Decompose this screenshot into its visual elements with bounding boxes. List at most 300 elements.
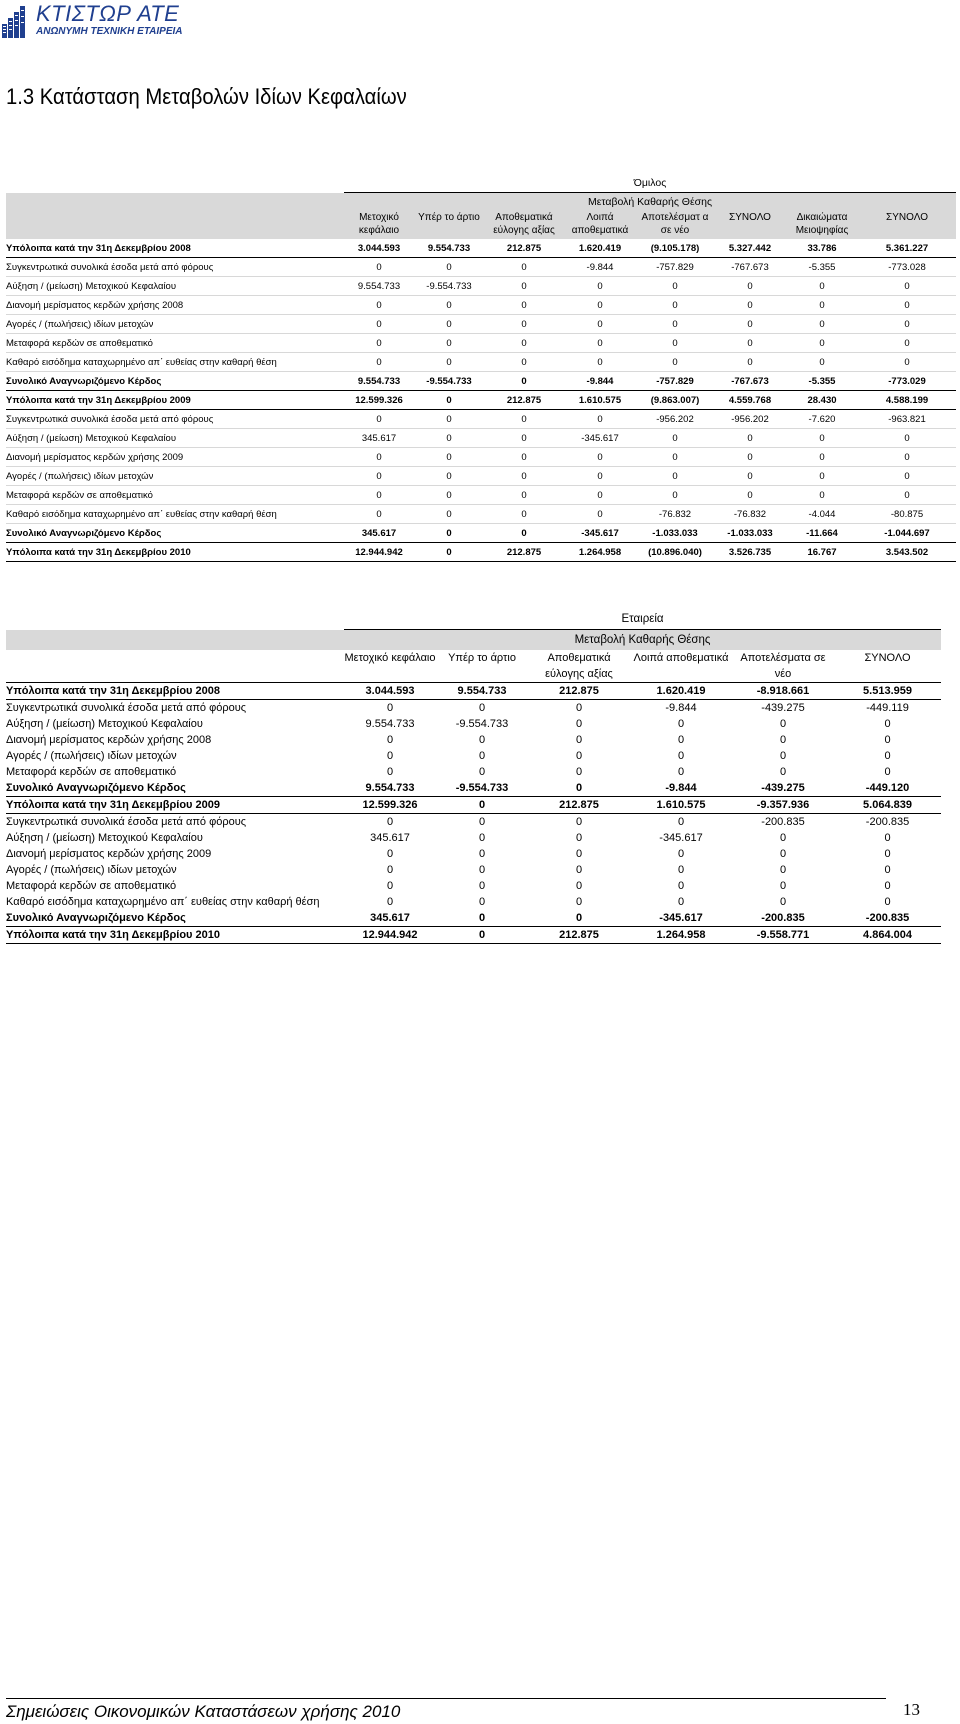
cell-value: 0 (779, 896, 787, 908)
cell-value: 9.554.733 (365, 718, 415, 730)
cell-value: 0 (414, 448, 484, 467)
company-name: ΚΤΙΣΤΩΡ ΑΤΕ (36, 1, 180, 26)
cell-value: 0 (636, 448, 714, 467)
cell-value: 0 (779, 718, 787, 730)
cell-value: 0 (386, 816, 394, 828)
cell-value: 0 (344, 258, 414, 277)
table-row (6, 372, 956, 391)
row-label: Συνολικό Αναγνωριζόμενο Κέρδος (6, 780, 344, 797)
row-label: Διανομή μερίσματος κερδών χρήσης 2008 (6, 734, 212, 746)
cell-value: 0 (484, 467, 564, 486)
company-column-header: Αποθεματικά εύλογης αξίας (528, 650, 630, 683)
cell-value: 9.554.733 (344, 372, 414, 391)
cell-value: 0 (575, 896, 583, 908)
cell-value: 0 (786, 315, 858, 334)
table-row (6, 748, 941, 764)
cell-value: 0 (786, 353, 858, 372)
table-row (6, 846, 941, 862)
cell-value: 0 (714, 467, 786, 486)
cell-value: 0 (564, 315, 636, 334)
cell-value: 0 (786, 486, 858, 505)
group-column-header: Αποτελέσματ α σε νέο (636, 211, 714, 239)
cell-value: 0 (484, 486, 564, 505)
group-subsection-title: Μεταβολή Καθαρής Θέσης (344, 193, 956, 212)
table-row (6, 505, 956, 524)
cell-value: -4.044 (786, 505, 858, 524)
cell-value: 0 (714, 296, 786, 315)
cell-value: 0 (636, 486, 714, 505)
cell-value: -5.355 (786, 258, 858, 277)
cell-value: 0 (636, 467, 714, 486)
cell-value: -1.033.033 (714, 524, 786, 543)
row-label: Συγκεντρωτικά συνολικά έσοδα μετά από φόρους (6, 410, 344, 429)
cell-value: 0 (564, 467, 636, 486)
group-column-header: Λοιπά αποθεματικά (564, 211, 636, 239)
company-column-header: Υπέρ το άρτιο (436, 650, 528, 683)
cell-value: 0 (779, 848, 787, 860)
cell-value: 9.554.733 (344, 780, 436, 797)
cell-value: 345.617 (344, 524, 414, 543)
cell-value: 0 (884, 832, 891, 844)
table-row (6, 277, 956, 296)
cell-value: 0 (478, 734, 486, 746)
cell-value: -449.120 (834, 780, 941, 797)
cell-value: -9.844 (564, 258, 636, 277)
cell-value: -9.554.733 (436, 780, 528, 797)
cell-value: 0 (386, 848, 394, 860)
cell-value: 0 (386, 864, 394, 876)
cell-value: 0 (564, 277, 636, 296)
cell-value: 0 (484, 429, 564, 448)
cell-value: -767.673 (714, 258, 786, 277)
cell-value: 0 (575, 766, 583, 778)
row-label: Μεταφορά κερδών σε αποθεματικό (6, 880, 177, 892)
cell-value: -773.028 (858, 258, 956, 277)
cell-value: 0 (575, 750, 583, 762)
cell-value: 0 (484, 410, 564, 429)
table-row (6, 239, 956, 258)
row-label: Καθαρό εισόδημα καταχωρημένο απ΄ ευθείας στην καθαρή θέση (6, 896, 320, 908)
cell-value: 0 (344, 467, 414, 486)
cell-value: -773.029 (858, 372, 956, 391)
cell-value: 0 (884, 718, 891, 730)
row-label: Συνολικό Αναγνωριζόμενο Κέρδος (6, 524, 344, 543)
cell-value: 0 (786, 429, 858, 448)
cell-value: 0 (478, 880, 486, 892)
cell-value: 0 (436, 797, 528, 814)
row-label: Μεταφορά κερδών σε αποθεματικό (6, 334, 344, 353)
group-column-header: Δικαιώματα Μειοψηφίας (786, 211, 858, 239)
cell-value: 0 (636, 277, 714, 296)
cell-value: 0 (484, 448, 564, 467)
cell-value: 0 (714, 277, 786, 296)
footer-text: Σημειώσεις Οικονομικών Καταστάσεων χρήσης 2010 (6, 1702, 401, 1721)
cell-value: 0 (528, 780, 630, 797)
table-row (6, 797, 941, 814)
table-row (6, 927, 941, 944)
cell-value: 0 (714, 429, 786, 448)
cell-value: 0 (414, 258, 484, 277)
cell-value: 0 (636, 353, 714, 372)
cell-value: 5.327.442 (714, 239, 786, 258)
cell-value: 212.875 (484, 239, 564, 258)
row-label: Αύξηση / (μείωση) Μετοχικού Κεφαλαίου (6, 277, 344, 296)
cell-value: 0 (677, 896, 685, 908)
cell-value: 0 (884, 880, 891, 892)
cell-value: 0 (344, 486, 414, 505)
group-column-header: ΣΥΝΟΛΟ (714, 211, 786, 239)
cell-value: 0 (414, 543, 484, 562)
cell-value: 0 (414, 524, 484, 543)
table-row (6, 315, 956, 334)
cell-value: -757.829 (636, 258, 714, 277)
cell-value: 0 (478, 766, 486, 778)
row-label: Αγορές / (πωλήσεις) ιδίων μετοχών (6, 750, 177, 762)
cell-value: 0 (386, 766, 394, 778)
footer-divider (6, 1698, 886, 1699)
cell-value: 0 (386, 880, 394, 892)
cell-value: 0 (575, 702, 583, 714)
cell-value: 0 (779, 750, 787, 762)
table-row (6, 486, 956, 505)
cell-value: -345.617 (630, 910, 732, 927)
cell-value: -449.119 (866, 702, 909, 714)
cell-value: 0 (677, 766, 685, 778)
cell-value: 0 (779, 734, 787, 746)
cell-value: 3.526.735 (714, 543, 786, 562)
cell-value: 345.617 (344, 910, 436, 927)
table-row (6, 814, 941, 831)
cell-value: 0 (484, 353, 564, 372)
cell-value: 0 (484, 372, 564, 391)
cell-value: 0 (858, 467, 956, 486)
cell-value: 1.264.958 (630, 927, 732, 944)
cell-value: 0 (478, 896, 486, 908)
cell-value: 12.599.326 (344, 391, 414, 410)
cell-value: 0 (714, 353, 786, 372)
company-column-header: Λοιπά αποθεματικά (630, 650, 732, 683)
table-row (6, 334, 956, 353)
cell-value: 1.610.575 (564, 391, 636, 410)
cell-value: 0 (884, 750, 891, 762)
row-label: Μεταφορά κερδών σε αποθεματικό (6, 486, 344, 505)
cell-value: 0 (386, 702, 394, 714)
row-label: Μεταφορά κερδών σε αποθεματικό (6, 766, 177, 778)
group-section-title: Όμιλος (344, 174, 956, 193)
cell-value: -956.202 (636, 410, 714, 429)
row-label: Καθαρό εισόδημα καταχωρημένο απ΄ ευθείας στην καθαρή θέση (6, 353, 344, 372)
cell-value: 0 (786, 296, 858, 315)
cell-value: 0 (858, 315, 956, 334)
cell-value: 0 (414, 486, 484, 505)
cell-value: 1.264.958 (564, 543, 636, 562)
cell-value: 0 (858, 429, 956, 448)
cell-value: 0 (478, 848, 486, 860)
cell-value: 0 (564, 448, 636, 467)
cell-value: 33.786 (786, 239, 858, 258)
row-label: Υπόλοιπα κατά την 31η Δεκεμβρίου 2009 (6, 391, 344, 410)
cell-value: -80.875 (858, 505, 956, 524)
cell-value: 16.767 (786, 543, 858, 562)
cell-value: 0 (786, 277, 858, 296)
cell-value: 5.361.227 (858, 239, 956, 258)
cell-value: 0 (414, 505, 484, 524)
cell-value: 0 (884, 864, 891, 876)
cell-value: 3.543.502 (858, 543, 956, 562)
cell-value: 0 (636, 429, 714, 448)
cell-value: -200.835 (761, 816, 805, 828)
row-label: Συνολικό Αναγνωριζόμενο Κέρδος (6, 910, 344, 927)
table-row (6, 448, 956, 467)
table-row (6, 429, 956, 448)
row-label: Αγορές / (πωλήσεις) ιδίων μετοχών (6, 315, 344, 334)
cell-value: 0 (858, 334, 956, 353)
cell-value: 0 (436, 927, 528, 944)
cell-value: 0 (344, 448, 414, 467)
cell-value: 0 (858, 353, 956, 372)
table-row (6, 780, 941, 797)
cell-value: 0 (414, 315, 484, 334)
cell-value: 0 (714, 448, 786, 467)
row-label: Αύξηση / (μείωση) Μετοχικού Κεφαλαίου (6, 718, 203, 730)
cell-value: -200.835 (732, 910, 834, 927)
row-label: Συγκεντρωτικά συνολικά έσοδα μετά από φόρους (6, 702, 247, 714)
company-section-title: Εταιρεία (344, 609, 941, 630)
cell-value: -345.617 (564, 429, 636, 448)
cell-value: 0 (779, 766, 787, 778)
cell-value: 0 (344, 334, 414, 353)
table-row (6, 700, 941, 717)
cell-value: 9.554.733 (344, 277, 414, 296)
table-row (6, 894, 941, 910)
cell-value: -757.829 (636, 372, 714, 391)
cell-value: 0 (386, 896, 394, 908)
cell-value: -439.275 (732, 780, 834, 797)
cell-value: 9.554.733 (436, 683, 528, 700)
table-row (6, 716, 941, 732)
cell-value: 0 (575, 734, 583, 746)
table-row (6, 543, 956, 562)
cell-value: 0 (786, 467, 858, 486)
cell-value: 345.617 (344, 429, 414, 448)
cell-value: -200.835 (834, 910, 941, 927)
table-row (6, 764, 941, 780)
cell-value: 0 (564, 353, 636, 372)
cell-value: -767.673 (714, 372, 786, 391)
row-label: Καθαρό εισόδημα καταχωρημένο απ΄ ευθείας στην καθαρή θέση (6, 505, 344, 524)
table-row (6, 878, 941, 894)
cell-value: 0 (344, 315, 414, 334)
cell-value: 0 (484, 258, 564, 277)
cell-value: 0 (636, 315, 714, 334)
cell-value: 0 (564, 334, 636, 353)
cell-value: 0 (858, 448, 956, 467)
cell-value: 0 (414, 410, 484, 429)
cell-value: 0 (677, 816, 685, 828)
cell-value: -9.357.936 (732, 797, 834, 814)
cell-value: 0 (386, 750, 394, 762)
cell-value: 1.620.419 (564, 239, 636, 258)
table-row (6, 258, 956, 277)
cell-value: 12.944.942 (344, 927, 436, 944)
cell-value: 0 (714, 334, 786, 353)
cell-value: -9.844 (630, 780, 732, 797)
cell-value: 0 (884, 766, 891, 778)
cell-value: -956.202 (714, 410, 786, 429)
cell-value: 212.875 (484, 543, 564, 562)
table-row (6, 683, 941, 700)
cell-value: 0 (564, 410, 636, 429)
table-row (6, 391, 956, 410)
table-row (6, 830, 941, 846)
cell-value: -8.918.661 (732, 683, 834, 700)
page-title: 1.3 Κατάσταση Μεταβολών Ιδίων Κεφαλαίων (6, 84, 407, 109)
cell-value: 1.610.575 (630, 797, 732, 814)
row-label: Διανομή μερίσματος κερδών χρήσης 2009 (6, 848, 212, 860)
cell-value: 0 (884, 896, 891, 908)
cell-value: 9.554.733 (414, 239, 484, 258)
cell-value: -9.558.771 (732, 927, 834, 944)
cell-value: 12.944.942 (344, 543, 414, 562)
cell-value: 12.599.326 (344, 797, 436, 814)
cell-value: 0 (564, 505, 636, 524)
cell-value: -9.554.733 (455, 718, 509, 730)
row-label: Διανομή μερίσματος κερδών χρήσης 2009 (6, 448, 344, 467)
cell-value: 0 (575, 832, 583, 844)
cell-value: -345.617 (564, 524, 636, 543)
row-label: Συγκεντρωτικά συνολικά έσοδα μετά από φόρους (6, 258, 344, 277)
row-label: Αγορές / (πωλήσεις) ιδίων μετοχών (6, 864, 177, 876)
cell-value: (9.105.178) (636, 239, 714, 258)
cell-value: 0 (677, 864, 685, 876)
company-column-header: ΣΥΝΟΛΟ (834, 650, 941, 683)
cell-value: 0 (414, 429, 484, 448)
page-number: 13 (903, 1700, 920, 1719)
cell-value: (10.896.040) (636, 543, 714, 562)
cell-value: 0 (786, 334, 858, 353)
cell-value: -76.832 (636, 505, 714, 524)
cell-value: 0 (786, 448, 858, 467)
cell-value: 0 (575, 718, 583, 730)
cell-value: 0 (779, 832, 787, 844)
row-label: Αγορές / (πωλήσεις) ιδίων μετοχών (6, 467, 344, 486)
cell-value: 0 (564, 486, 636, 505)
cell-value: 0 (528, 910, 630, 927)
cell-value: 0 (677, 848, 685, 860)
company-equity-table (6, 609, 941, 944)
table-row (6, 524, 956, 543)
table-row (6, 467, 956, 486)
cell-value: 5.064.839 (834, 797, 941, 814)
cell-value: 0 (478, 750, 486, 762)
cell-value: 0 (414, 296, 484, 315)
row-label: Υπόλοιπα κατά την 31η Δεκεμβρίου 2010 (6, 543, 344, 562)
cell-value: 0 (344, 505, 414, 524)
table-row (6, 296, 956, 315)
group-equity-table (6, 174, 956, 562)
cell-value: 0 (478, 832, 486, 844)
cell-value: 0 (884, 734, 891, 746)
company-column-header: Μετοχικό κεφάλαιο (344, 650, 436, 683)
row-label: Συνολικό Αναγνωριζόμενο Κέρδος (6, 372, 344, 391)
cell-value: -1.044.697 (858, 524, 956, 543)
cell-value: 4.864.004 (834, 927, 941, 944)
cell-value: 5.513.959 (834, 683, 941, 700)
cell-value: 0 (858, 486, 956, 505)
cell-value: 3.044.593 (344, 683, 436, 700)
table-row (6, 862, 941, 878)
cell-value: 28.430 (786, 391, 858, 410)
cell-value: 0 (677, 750, 685, 762)
row-label: Αύξηση / (μείωση) Μετοχικού Κεφαλαίου (6, 429, 344, 448)
cell-value: 0 (677, 718, 685, 730)
row-label: Υπόλοιπα κατά την 31η Δεκεμβρίου 2008 (6, 683, 344, 700)
table-row (6, 910, 941, 927)
building-logo-icon (2, 4, 32, 38)
cell-value: (9.863.007) (636, 391, 714, 410)
cell-value: 212.875 (528, 927, 630, 944)
cell-value: 0 (478, 702, 486, 714)
cell-value: 0 (858, 277, 956, 296)
cell-value: 0 (779, 864, 787, 876)
cell-value: 0 (636, 334, 714, 353)
cell-value: 0 (564, 296, 636, 315)
cell-value: 0 (677, 734, 685, 746)
cell-value: 345.617 (370, 832, 410, 844)
cell-value: 0 (714, 315, 786, 334)
cell-value: 0 (414, 467, 484, 486)
cell-value: 0 (575, 864, 583, 876)
cell-value: 0 (344, 296, 414, 315)
company-subtitle: ΑΝΩΝΥΜΗ ΤΕΧΝΙΚΗ ΕΤΑΙΡΕΙΑ (36, 26, 183, 37)
cell-value: -9.554.733 (414, 372, 484, 391)
cell-value: 212.875 (528, 683, 630, 700)
cell-value: 0 (779, 880, 787, 892)
cell-value: 0 (414, 391, 484, 410)
group-column-header: Αποθεματικά εύλογης αξίας (484, 211, 564, 239)
cell-value: 0 (575, 816, 583, 828)
cell-value: 0 (484, 277, 564, 296)
cell-value: 0 (884, 848, 891, 860)
cell-value: 212.875 (484, 391, 564, 410)
group-column-header: Υπέρ το άρτιο (414, 211, 484, 239)
cell-value: -11.664 (786, 524, 858, 543)
cell-value: -76.832 (714, 505, 786, 524)
cell-value: 0 (484, 524, 564, 543)
cell-value: -5.355 (786, 372, 858, 391)
table-row (6, 353, 956, 372)
cell-value: 0 (484, 505, 564, 524)
cell-value: 0 (436, 910, 528, 927)
row-label: Διανομή μερίσματος κερδών χρήσης 2008 (6, 296, 344, 315)
document-header (0, 0, 960, 40)
row-label: Αύξηση / (μείωση) Μετοχικού Κεφαλαίου (6, 832, 203, 844)
cell-value: -9.554.733 (414, 277, 484, 296)
cell-value: 0 (677, 880, 685, 892)
table-row (6, 732, 941, 748)
row-label: Συγκεντρωτικά συνολικά έσοδα μετά από φόρους (6, 816, 247, 828)
cell-value: 0 (714, 486, 786, 505)
cell-value: 0 (484, 334, 564, 353)
cell-value: -9.844 (665, 702, 697, 714)
cell-value: 0 (858, 296, 956, 315)
cell-value: 0 (386, 734, 394, 746)
cell-value: -9.844 (564, 372, 636, 391)
table-row (6, 410, 956, 429)
company-subsection-title: Μεταβολή Καθαρής Θέσης (344, 630, 941, 651)
cell-value: 0 (344, 353, 414, 372)
cell-value: 4.588.199 (858, 391, 956, 410)
